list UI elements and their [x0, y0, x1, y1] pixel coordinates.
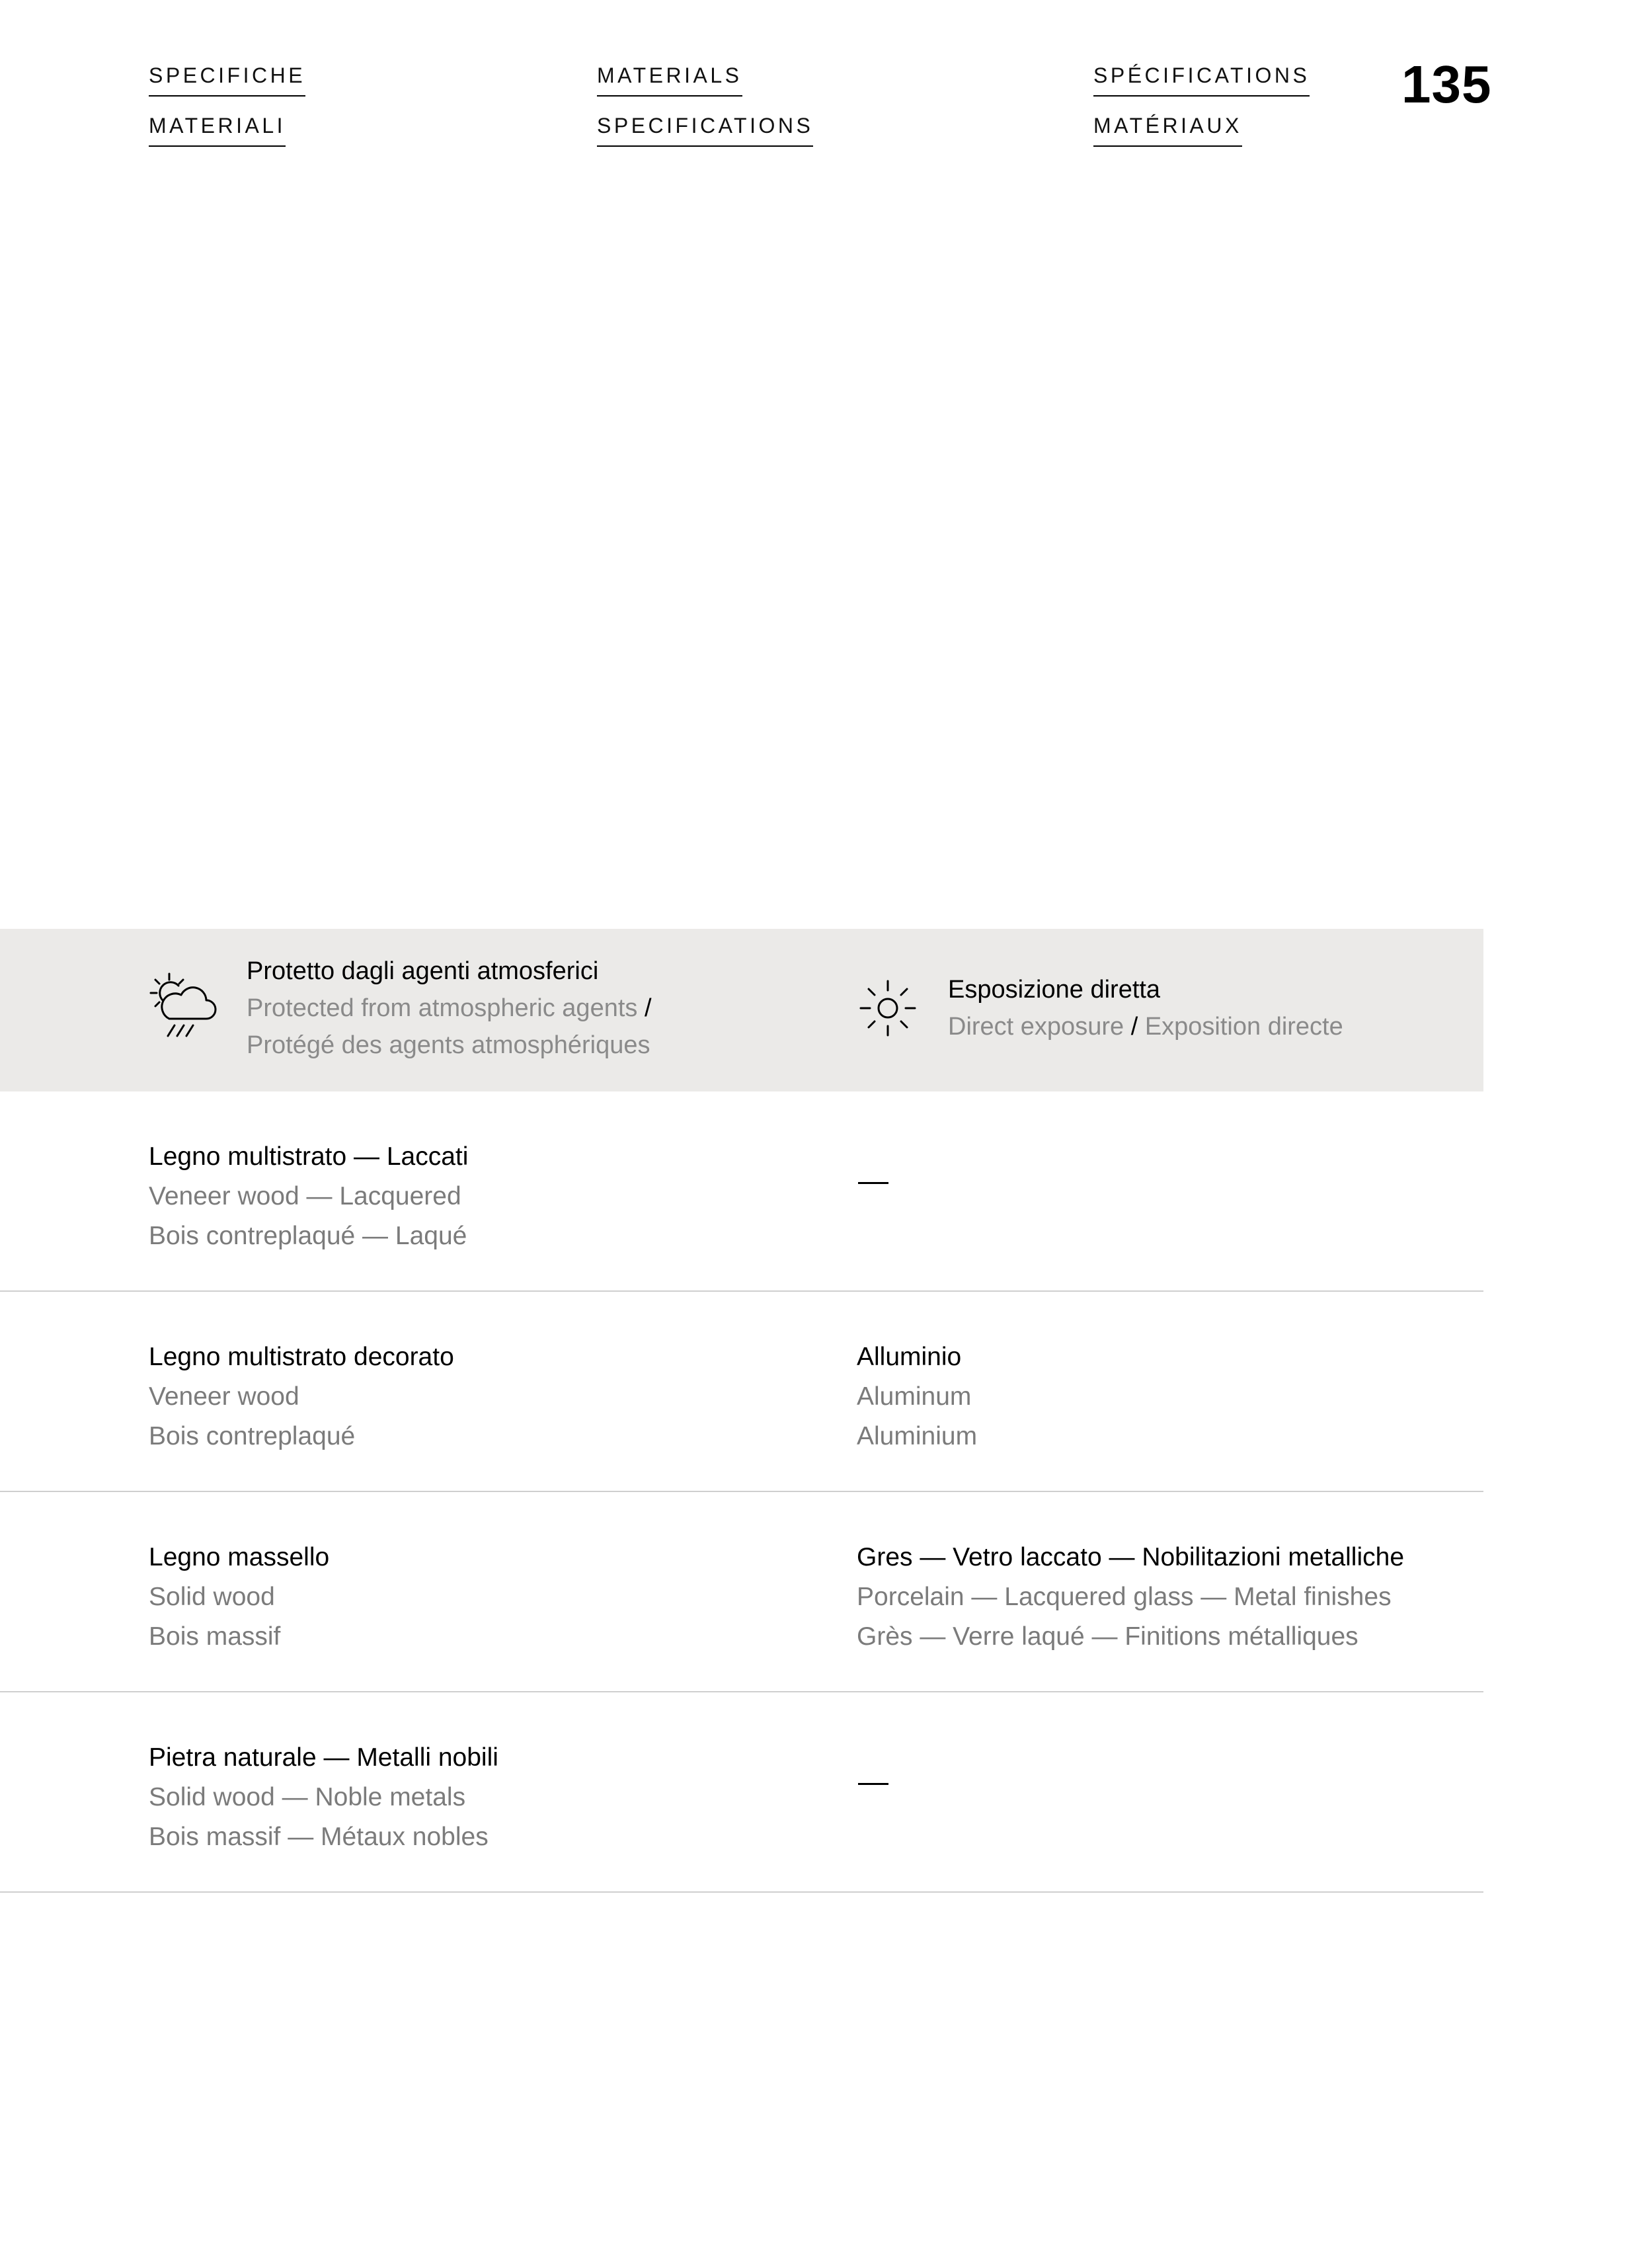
material-french: Bois contreplaqué	[149, 1422, 356, 1450]
legend-protected-english: Protected from atmospheric agents	[247, 994, 638, 1022]
material-cell-direct	[857, 1337, 977, 1456]
cloud-sun-rain-icon	[149, 972, 218, 1041]
material-english: Veneer wood — Lacquered	[149, 1182, 461, 1210]
material-english: Aluminum	[857, 1382, 972, 1411]
material-french: Bois contreplaqué — Laqué	[149, 1222, 467, 1250]
legend-band	[0, 929, 1483, 1091]
material-cell-protected	[149, 1337, 454, 1456]
material-french: Aluminium	[857, 1422, 978, 1450]
legend-direct-french: Exposition directe	[1144, 1013, 1343, 1041]
material-cell-protected	[149, 1137, 468, 1256]
header-col-italian	[149, 65, 305, 165]
material-english: Solid wood — Noble metals	[149, 1783, 466, 1811]
material-cell-protected	[149, 1738, 498, 1857]
material-french: Bois massif	[149, 1622, 281, 1651]
material-italian: Gres — Vetro laccato — Nobilitazioni metalliche	[857, 1543, 1405, 1571]
page-number: 135	[1401, 55, 1492, 114]
header-label: MATÉRIAUX	[1093, 115, 1242, 147]
legend-protected-french: Protégé des agents atmosphériques	[247, 1031, 650, 1059]
sun-icon	[858, 978, 918, 1038]
table-row	[0, 1292, 1483, 1492]
legend-slash: /	[1130, 1013, 1138, 1041]
empty-dash	[858, 1783, 888, 1785]
material-english: Porcelain — Lacquered glass — Metal finishes	[857, 1583, 1392, 1611]
material-english: Solid wood	[149, 1583, 275, 1611]
material-italian: Legno massello	[149, 1543, 330, 1571]
header-label: MATERIALI	[149, 115, 286, 147]
table-row	[0, 1091, 1483, 1292]
material-cell-protected	[149, 1538, 329, 1657]
header-label: MATERIALS	[597, 65, 742, 97]
header-col-english	[597, 65, 813, 165]
material-cell-direct	[857, 1538, 1404, 1657]
legend-direct-english: Direct exposure	[948, 1013, 1124, 1041]
header-col-french	[1093, 65, 1310, 165]
table-row	[0, 1492, 1483, 1692]
material-italian: Legno multistrato — Laccati	[149, 1142, 469, 1171]
empty-dash	[858, 1182, 888, 1184]
legend-direct-text	[948, 971, 1343, 1045]
header-label: SPECIFICHE	[149, 65, 305, 97]
legend-protected-italian: Protetto dagli agenti atmosferici	[247, 957, 599, 985]
table-row	[0, 1692, 1483, 1893]
header-label: SPÉCIFICATIONS	[1093, 65, 1310, 97]
header-label: SPECIFICATIONS	[597, 115, 813, 147]
material-italian: Legno multistrato decorato	[149, 1343, 454, 1371]
legend-protected-text	[247, 953, 652, 1064]
material-italian: Pietra naturale — Metalli nobili	[149, 1743, 498, 1772]
material-english: Veneer wood	[149, 1382, 299, 1411]
material-french: Grès — Verre laqué — Finitions métalliques	[857, 1622, 1358, 1651]
legend-slash: /	[644, 994, 652, 1022]
legend-direct-italian: Esposizione diretta	[948, 976, 1161, 1004]
material-italian: Alluminio	[857, 1343, 962, 1371]
material-french: Bois massif — Métaux nobles	[149, 1823, 489, 1851]
